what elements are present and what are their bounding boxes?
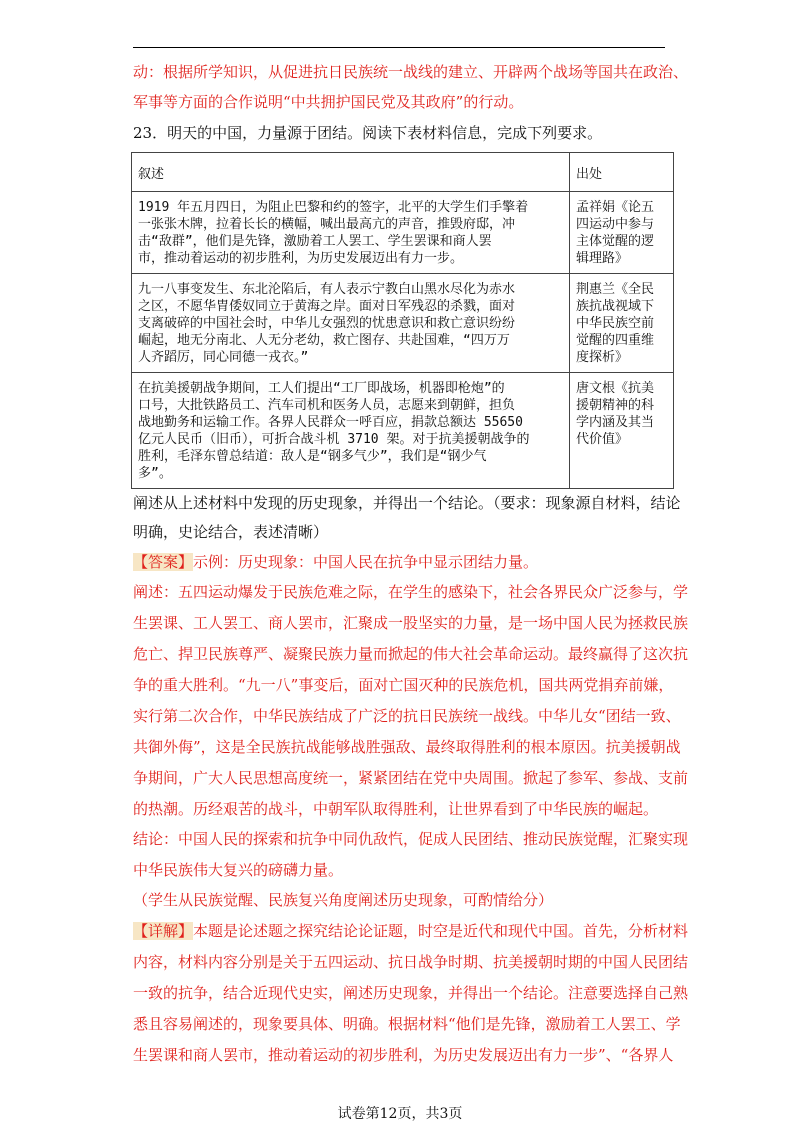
source-line: 唐文根《抗美 xyxy=(576,381,655,396)
source-line: 学内涵及其当 xyxy=(576,415,655,430)
detail-tag: 【详解】 xyxy=(133,922,194,940)
detail-line: 内容，材料内容分别是关于五四运动、抗日战争时期、抗美援朝时期的中国人民团结 xyxy=(133,953,689,971)
answer-first-line xyxy=(133,553,538,571)
answer-example: 示例：历史现象：中国人民在抗争中显示团结力量。 xyxy=(193,553,539,571)
answer-line: 争期间，广大人民思想高度统一，紧紧团结在党中央周围。掀起了参军、参战、支前 xyxy=(133,769,689,787)
answer-line: 共御外侮”，这是全民族抗战能够战胜强敌、最终取得胜利的根本原因。抗美援朝战 xyxy=(133,738,681,756)
narrative-cell xyxy=(132,192,570,274)
answer-line: 阐述：五四运动爆发于民族危难之际，在学生的感染下，社会各界民众广泛参与，学 xyxy=(133,583,689,601)
narrative-line: 之区，不愿华胄倭奴同立于黄海之岸。面对日军残忍的杀戮，面对 xyxy=(138,299,516,314)
answer-line: 的热潮。历经艰苦的战斗，中朝军队取得胜利，让世界看到了中华民族的崛起。 xyxy=(133,800,659,818)
instruction-line-2: 明确，史论结合，表述清晰） xyxy=(133,523,329,541)
source-line: 主体觉醒的逻 xyxy=(576,234,655,249)
source-line: 辑理路》 xyxy=(576,251,629,266)
narrative-line: 崛起，地无分南北、人无分老幼，救亡图存、共赴国难，“四万万 xyxy=(138,333,510,348)
question-23: 23．明天的中国，力量源于团结。阅读下表材料信息，完成下列要求。 xyxy=(133,124,603,142)
page-footer: 试卷第12页，共3页 xyxy=(337,1106,463,1122)
narrative-line: 支离破碎的中国社会时，中华儿女强烈的忧患意识和救亡意识纷纷 xyxy=(138,316,516,331)
table-header-row xyxy=(132,153,674,192)
header-source: 出处 xyxy=(570,153,674,192)
source-table xyxy=(131,152,674,489)
answer-line: （学生从民族觉醒、民族复兴角度阐述历史现象，可酌情给分） xyxy=(133,891,554,909)
source-line: 孟祥娟《论五 xyxy=(576,200,655,215)
source-cell xyxy=(570,192,674,274)
narrative-cell xyxy=(132,373,570,489)
source-line: 觉醒的四重维 xyxy=(576,333,655,348)
source-line: 族抗战视域下 xyxy=(576,299,655,314)
detail-first-line xyxy=(133,922,688,940)
answer-line: 结论：中国人民的探索和抗争中同仇敌忾，促成人民团结、推动民族觉醒，汇聚实现 xyxy=(133,830,689,848)
narrative-line: 在抗美援朝战争期间，工人们提出“工厂即战场，机器即枪炮”的 xyxy=(138,381,505,396)
narrative-line: 击“敌群”，他们是先锋，激励着工人罢工、学生罢课和商人罢 xyxy=(138,234,492,249)
source-cell xyxy=(570,373,674,489)
source-line: 代价值》 xyxy=(576,432,629,447)
source-line: 荆惠兰《全民 xyxy=(576,282,655,297)
table-row xyxy=(132,274,674,373)
narrative-line: 胜利，毛泽东曾总结道：敌人是“钢多气少”，我们是“钢少气 xyxy=(138,449,487,464)
answer-line: 危亡、捍卫民族尊严、凝聚民族力量而掀起的伟大社会革命运动。最终赢得了这次抗 xyxy=(133,645,689,663)
answer-line: 生罢课、工人罢工、商人罢市，汇聚成一股坚实的力量，是一场中国人民为拯救民族 xyxy=(133,614,689,632)
narrative-cell xyxy=(132,274,570,373)
detail-line: 悉且容易阐述的，现象要具体、明确。根据材料“他们是先锋，激励着工人罢工、学 xyxy=(133,1015,681,1033)
narrative-line: 市，推动着运动的初步胜利，为历史发展迈出有力一步。 xyxy=(138,251,464,266)
source-cell xyxy=(570,274,674,373)
detail-line: 生罢课和商人罢市，推动着运动的初步胜利，为历史发展迈出有力一步”、“各界人 xyxy=(133,1046,674,1064)
table-row xyxy=(132,373,674,489)
detail-intro: 本题是论述题之探究结论论证题，时空是近代和现代中国。首先，分析材料 xyxy=(193,922,689,940)
narrative-line: 多”。 xyxy=(138,466,172,481)
narrative-line: 1919 年五月四日，为阻止巴黎和约的签字，北平的大学生们手擎着 xyxy=(138,200,529,215)
narrative-line: 一张张木牌，拉着长长的横幅，喊出最高亢的声音，推毁府邸，冲 xyxy=(138,217,516,232)
intro-line-2: 军事等方面的合作说明“中共拥护国民党及其政府”的行动。 xyxy=(133,93,524,111)
answer-line: 争的重大胜利。“九一八”事变后，面对亡国灭种的民族危机，国共两党捐弃前嫌， xyxy=(133,676,674,694)
answer-line: 实行第二次合作，中华民族结成了广泛的抗日民族统一战线。中华儿女“团结一致、 xyxy=(133,707,681,725)
header-narrative: 叙述 xyxy=(132,153,570,192)
narrative-line: 九一八事变发生、东北沦陷后，有人表示宁教白山黑水尽化为赤水 xyxy=(138,282,516,297)
table-row xyxy=(132,192,674,274)
narrative-line: 人齐蹈厉，同心同德一戎衣。” xyxy=(138,350,309,365)
narrative-line: 口号，大批铁路员工、汽车司机和医务人员，志愿来到朝鲜，担负 xyxy=(138,398,516,413)
top-rule xyxy=(133,47,665,48)
source-line: 四运动中参与 xyxy=(576,217,655,232)
narrative-line: 亿元人民币（旧币），可折合战斗机 3710 架。对于抗美援朝战争的 xyxy=(138,432,530,447)
answer-tag: 【答案】 xyxy=(133,553,194,571)
source-line: 度探析》 xyxy=(576,350,629,365)
detail-line: 一致的抗争，结合近现代史实，阐述历史现象，并得出一个结论。注意要选择自己熟 xyxy=(133,984,689,1002)
source-line: 中华民族空前 xyxy=(576,316,655,331)
source-line: 援朝精神的科 xyxy=(576,398,655,413)
intro-line-1: 动：根据所学知识，从促进抗日民族统一战线的建立、开辟两个战场等国共在政治、 xyxy=(133,63,689,81)
instruction-line-1: 阐述从上述材料中发现的历史现象，并得出一个结论。（要求：现象源自材料，结论 xyxy=(133,494,681,512)
narrative-line: 战地勤务和运输工作。各界人民群众一呼百应，捐款总额达 55650 xyxy=(138,415,523,430)
answer-line: 中华民族伟大复兴的磅礴力量。 xyxy=(133,861,344,879)
